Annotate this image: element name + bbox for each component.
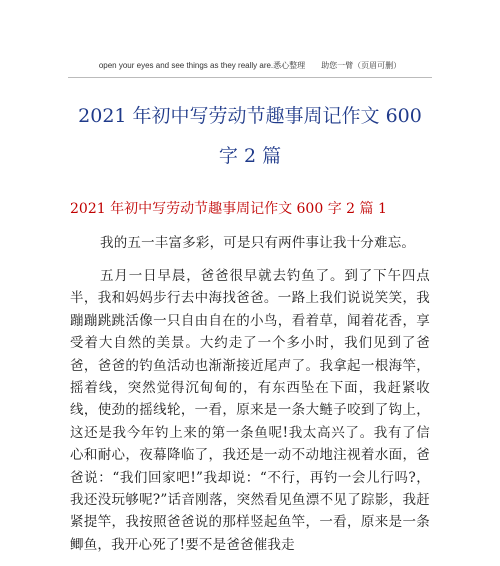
title-line-2: 字 2 篇 (218, 145, 282, 167)
paragraph-intro: 我的五一丰富多彩，可是只有两件事让我十分难忘。 (100, 235, 416, 251)
title-line-1: 2021 年初中写劳动节趣事周记作文 600 (78, 105, 422, 127)
paragraph-story: 五月一日早晨，爸爸很早就去钓鱼了。到了下午四点半，我和妈妈步行去中海找爸爸。一路上我们说说笑笑，我蹦蹦跳跳活像一只自由自在的小鸟，看着草，闻着花香，享受着大自然的美景。大约走了一个多小时，我们见到了爸爸，爸爸的钓鱼活动也渐渐接近尾声了。我拿起一根海竿，摇着线，突然觉得沉甸甸的，有东西坠在下面，我赶紧收线，使劲的摇线轮，一看，原来是一条大鲢子咬到了钩上，这还是我今年钓上来的第一条鱼呢!我太高兴了。我有了信心和耐心，夜幕降临了，我还是一动不动地注视着水面，爸爸说：“我们回家吧!”我却说：“不行，再钓一会儿行吗?，我还没玩够呢?”话音刚落，突然看见鱼漂不见了踪影，我赶紧提竿，我按照爸爸说的那样竖起鱼竿，一看，原来是一条鲫鱼，我开心死了!要不是爸爸催我走 (70, 268, 430, 553)
page-header: open your eyes and see things as they really are.悉心整理 助您一臂（页眉可删） (98, 61, 402, 70)
document-title (40, 96, 460, 176)
section-title: 2021 年初中写劳动节趣事周记作文 600 字 2 篇 1 (70, 201, 387, 217)
header-divider (68, 77, 432, 78)
